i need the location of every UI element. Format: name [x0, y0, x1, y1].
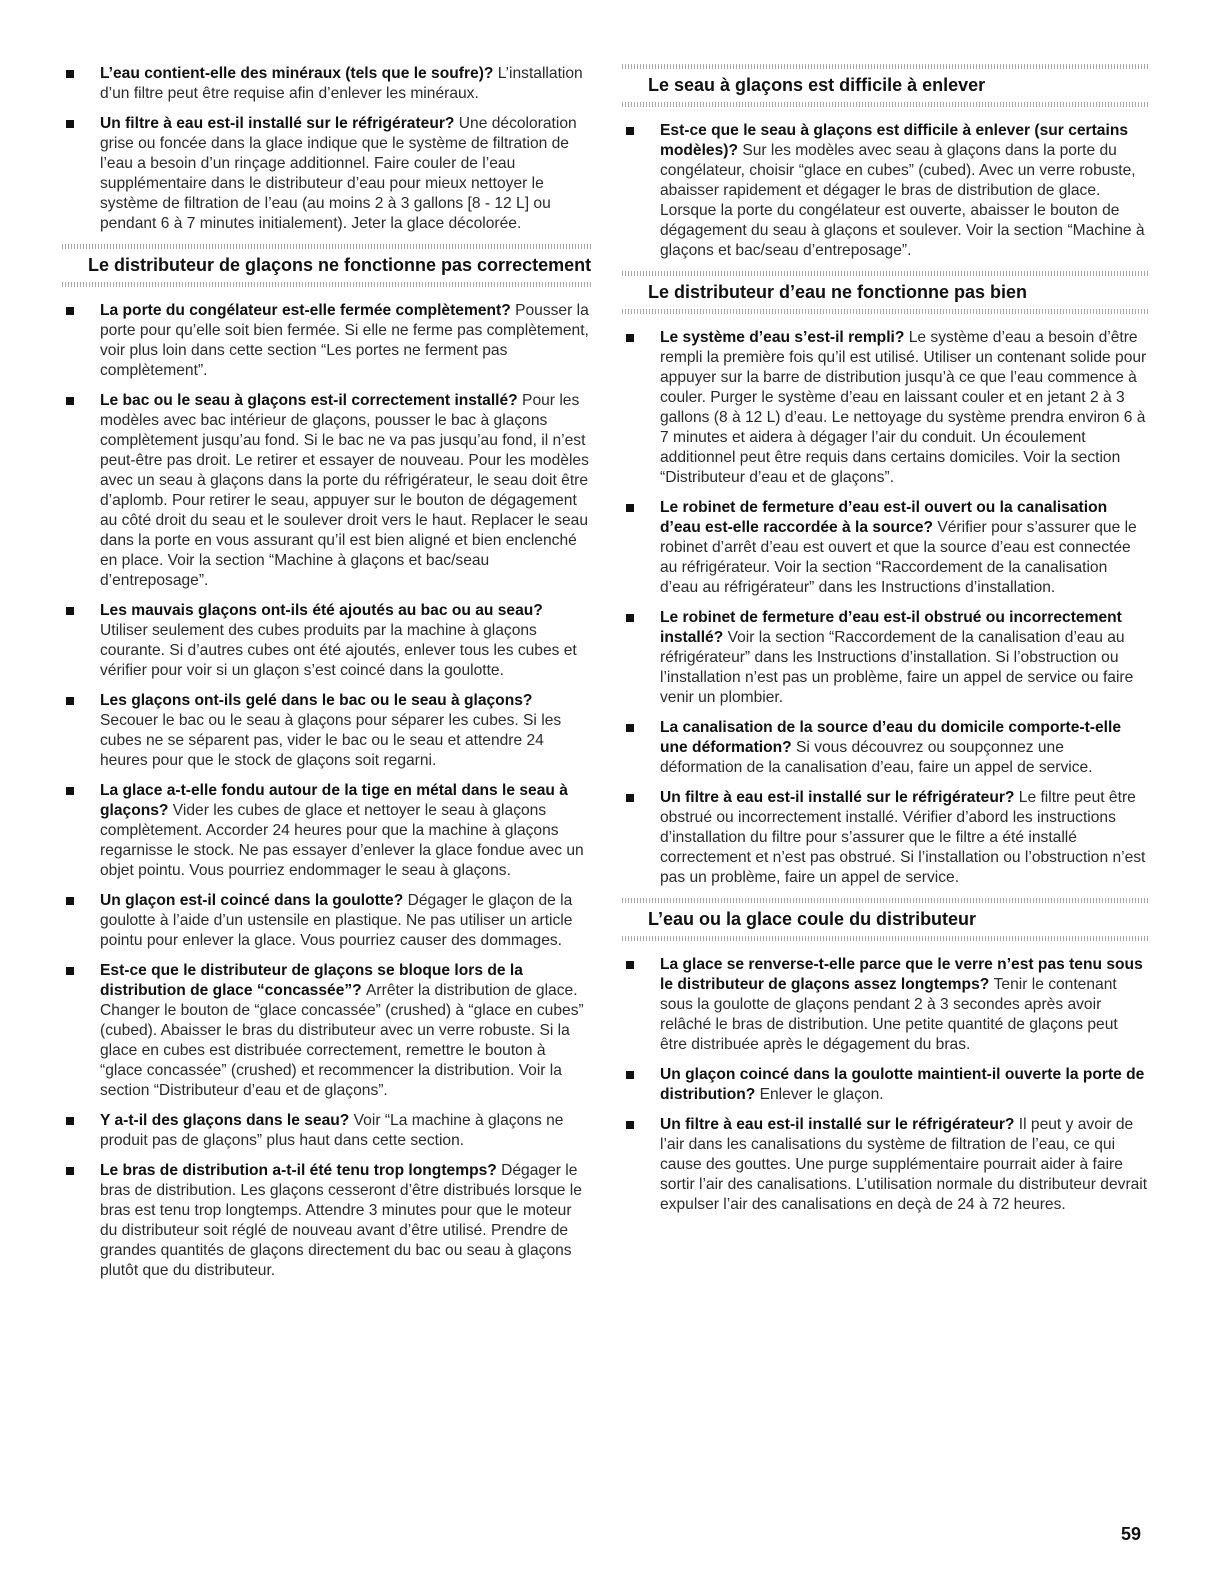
item-answer: Voir “La machine à glaçons ne produit pas de glaçons” plus haut dans cette section.	[100, 1112, 564, 1149]
water-dispenser-list	[622, 328, 1148, 888]
item-question: Le bras de distribution a-t-il été tenu trop longtemps?	[100, 1162, 502, 1179]
square-bullet-icon	[66, 1117, 74, 1125]
item-question: Est-ce que le distributeur de glaçons se bloque lors de la distribution de glace “concassée”?	[100, 962, 523, 999]
square-bullet-icon	[66, 607, 74, 615]
item-answer: Une décoloration grise ou foncée dans la glace indique que le système de filtration de l’eau a besoin d’un rinçage additionnel. Faire couler de l’eau supplémentaire dans le distributeur d’eau pour mieux nettoyer le système de filtration de l’eau (au moins 2 à 3 gallons [8 - 12 L] ou pendant 6 à 7 minutes initialement). Jeter la glace décolorée.	[100, 115, 577, 232]
item-question: Les glaçons ont-ils gelé dans le bac ou le seau à glaçons?	[100, 692, 533, 709]
intro-list	[62, 64, 592, 234]
square-bullet-icon	[66, 697, 74, 705]
item-answer: Voir la section “Raccordement de la canalisation d’eau au réfrigérateur” dans les Instructions d’installation. Si l’obstruction ou l’installation n’est pas un problème, faire un appel de service ou faire venir un plombier.	[660, 629, 1134, 706]
left-column	[62, 64, 592, 1291]
section-title: Le seau à glaçons est difficile à enlever	[648, 75, 986, 95]
item-answer: Il peut y avoir de l’air dans les canalisations du système de filtration de l’eau, ce qui cause des gouttes. Une purge supplémentaire pourrait aider à faire sortir l’air des canalisations. L’utilisation normale du distributeur devrait expulser l’air des canalisations en deçà de 24 à 72 heures.	[660, 1116, 1148, 1213]
list-item	[62, 1161, 592, 1281]
item-answer: Arrêter la distribution de glace. Changer le bouton de “glace concassée” (crushed) à “glace en cubes” (cubed). Abaisser le bras du distributeur avec un verre robuste. Si la glace en cubes est distribuée correctement, remettre le bouton à “glace concassée” (crushed) et recommencer la distribution. Voir la section “Distributeur d’eau et de glaçons”.	[100, 982, 584, 1099]
list-item	[62, 301, 592, 381]
list-item	[62, 64, 592, 104]
list-item	[622, 498, 1148, 598]
section-header-ice-dispenser	[62, 244, 592, 287]
section-title: Le distributeur d’eau ne fonctionne pas bien	[648, 282, 1028, 302]
item-answer: Le système d’eau a besoin d’être rempli la première fois qu’il est utilisé. Utiliser un contenant solide pour appuyer sur la barre de distribution jusqu’à ce que l’eau commence à couler. Purger le système d’eau en laissant couler et en jetant 2 à 3 gallons (8 à 12 L) d’eau. Le nettoyage du système prendra environ 6 à 7 minutes et aidera à dégager l’air du conduit. Un écoulement additionnel peut être requis dans certains domiciles. Voir la section “Distributeur d’eau et de glaçons”.	[660, 329, 1147, 486]
list-item	[622, 1115, 1148, 1215]
item-question: Un filtre à eau est-il installé sur le réfrigérateur?	[100, 115, 459, 132]
item-answer: Utiliser seulement des cubes produits par la machine à glaçons courante. Si d’autres cubes ont été ajoutés, enlever tous les cubes et vérifier pour voir si un glaçon s’est coincé dans la goulotte.	[100, 622, 577, 679]
divider	[622, 309, 1148, 314]
item-answer: Enlever le glaçon.	[759, 1086, 884, 1103]
square-bullet-icon	[626, 794, 634, 802]
square-bullet-icon	[66, 897, 74, 905]
list-item	[622, 718, 1148, 778]
list-item	[62, 114, 592, 234]
section-title: Le distributeur de glaçons ne fonctionne pas correctement	[88, 255, 592, 275]
square-bullet-icon	[626, 614, 634, 622]
item-question: L’eau contient-elle des minéraux (tels que le soufre)?	[100, 65, 498, 82]
item-question: Le système d’eau s’est-il rempli?	[660, 329, 909, 346]
square-bullet-icon	[626, 504, 634, 512]
list-item	[622, 1065, 1148, 1105]
list-item	[62, 691, 592, 771]
item-answer: Le filtre peut être obstrué ou incorrectement installé. Vérifier d’abord les instructions d’installation du filtre pour s’assurer que le filtre a été installé correctement et n’est pas obstrué. Si l’installation ou l’obstruction n’est pas un problème, faire un appel de service.	[660, 789, 1146, 886]
square-bullet-icon	[66, 787, 74, 795]
divider	[622, 898, 1148, 903]
list-item	[62, 391, 592, 591]
item-answer: L’installation d’un filtre peut être requise afin d’enlever les minéraux.	[100, 65, 583, 102]
ice-dispenser-list	[62, 301, 592, 1281]
square-bullet-icon	[66, 120, 74, 128]
divider	[622, 936, 1148, 941]
square-bullet-icon	[626, 127, 634, 135]
item-answer: Tenir le contenant sous la goulotte de glaçons pendant 2 à 3 secondes après avoir relâché le bras de distribution. Une petite quantité de glaçons peut être distribuée après le dégagement du bras.	[660, 976, 1118, 1053]
item-question: Est-ce que le seau à glaçons est difficile à enlever (sur certains modèles)?	[660, 122, 1129, 159]
square-bullet-icon	[626, 1121, 634, 1129]
item-answer: Dégager le glaçon de la goulotte à l’aide d’un ustensile en plastique. Ne pas utiliser un article pointu pour enlever la glace. Vous pourriez causer des dommages.	[100, 892, 573, 949]
page-number: 59	[1121, 1524, 1142, 1544]
list-item	[62, 781, 592, 881]
item-question: Le bac ou le seau à glaçons est-il correctement installé?	[100, 392, 523, 409]
item-question: Le robinet de fermeture d’eau est-il obstrué ou incorrectement installé?	[660, 609, 1122, 646]
square-bullet-icon	[66, 967, 74, 975]
item-question: La glace a-t-elle fondu autour de la tige en métal dans le seau à glaçons?	[100, 782, 568, 819]
square-bullet-icon	[66, 397, 74, 405]
item-question: Y a-t-il des glaçons dans le seau?	[100, 1112, 354, 1129]
divider	[62, 244, 592, 249]
item-question: La glace se renverse-t-elle parce que le verre n’est pas tenu sous le distributeur de glaçons assez longtemps?	[660, 956, 1143, 993]
item-answer: Si vous découvrez ou soupçonnez une déformation de la canalisation d’eau, faire un appel de service.	[660, 739, 1093, 776]
item-answer: Pour les modèles avec bac intérieur de glaçons, pousser le bac à glaçons complètement jusqu’au fond. Si le bac ne va pas jusqu’au fond, il n’est peut-être pas droit. Le retirer et essayer de nouveau. Pour les modèles avec un seau à glaçons dans la porte du réfrigérateur, le seau doit être d’aplomb. Pour retirer le seau, appuyer sur le bouton de dégagement au côté droit du seau et le soulever droit vers le haut. Replacer le seau dans la porte en vous assurant qu’il est bien aligné et bien enclenché en place. Voir la section “Machine à glaçons et bac/seau d’entreposage”.	[100, 392, 589, 589]
item-question: Un filtre à eau est-il installé sur le réfrigérateur?	[660, 789, 1019, 806]
square-bullet-icon	[626, 724, 634, 732]
item-answer: Sur les modèles avec seau à glaçons dans la porte du congélateur, choisir “glace en cubes” (cubed). Avec un verre robuste, abaisser rapidement et dégager le bras de distribution de glace. Lorsque la porte du congélateur est ouverte, abaisser le bouton de dégagement du seau à glaçons et soulever. Voir la section “Machine à glaçons et bac/seau d’entreposage”.	[660, 142, 1145, 259]
list-item	[62, 961, 592, 1101]
item-question: La canalisation de la source d’eau du domicile comporte-t-elle une déformation?	[660, 719, 1121, 756]
item-question: Un glaçon coincé dans la goulotte maintient-il ouverte la porte de distribution?	[660, 1066, 1145, 1103]
item-answer: Pousser la porte pour qu’elle soit bien fermée. Si elle ne ferme pas complètement, voir plus loin dans cette section “Les portes ne ferment pas complètement”.	[100, 302, 589, 379]
list-item	[62, 891, 592, 951]
leak-list	[622, 955, 1148, 1215]
item-answer: Vider les cubes de glace et nettoyer le seau à glaçons complètement. Accorder 24 heures pour que la machine à glaçons regarnisse le stock. Ne pas essayer d’enlever la glace fondue avec un objet pointu. Vous pourriez endommager le seau à glaçons.	[100, 802, 584, 879]
square-bullet-icon	[66, 1167, 74, 1175]
item-question: La porte du congélateur est-elle fermée complètement?	[100, 302, 516, 319]
item-question: Les mauvais glaçons ont-ils été ajoutés au bac ou au seau?	[100, 602, 543, 619]
square-bullet-icon	[66, 70, 74, 78]
list-item	[62, 601, 592, 681]
item-question: Le robinet de fermeture d’eau est-il ouvert ou la canalisation d’eau est-elle raccordée à la source?	[660, 499, 1108, 536]
section-header-water-dispenser	[622, 271, 1148, 314]
item-question: Un filtre à eau est-il installé sur le réfrigérateur?	[660, 1116, 1019, 1133]
list-item	[622, 121, 1148, 261]
divider	[62, 282, 592, 287]
divider	[622, 64, 1148, 69]
list-item	[622, 955, 1148, 1055]
square-bullet-icon	[626, 961, 634, 969]
section-header-ice-bucket	[622, 64, 1148, 107]
square-bullet-icon	[626, 334, 634, 342]
item-question: Un glaçon est-il coincé dans la goulotte?	[100, 892, 408, 909]
list-item	[622, 328, 1148, 488]
item-answer: Secouer le bac ou le seau à glaçons pour séparer les cubes. Si les cubes ne se séparent pas, vider le bac ou le seau et attendre 24 heures pour que le stock de glaçons soit regarni.	[100, 712, 562, 769]
ice-bucket-list	[622, 121, 1148, 261]
divider	[622, 271, 1148, 276]
square-bullet-icon	[66, 307, 74, 315]
list-item	[62, 1111, 592, 1151]
divider	[622, 102, 1148, 107]
section-header-leak	[622, 898, 1148, 941]
right-column	[622, 64, 1148, 1225]
item-answer: Dégager le bras de distribution. Les glaçons cesseront d’être distribués lorsque le bras est tenu trop longtemps. Attendre 3 minutes pour que le moteur du distributeur soit réglé de nouveau avant d’être utilisé. Prendre de grandes quantités de glaçons directement du bac ou seau à glaçons plutôt que du distributeur.	[100, 1162, 582, 1279]
list-item	[622, 608, 1148, 708]
square-bullet-icon	[626, 1071, 634, 1079]
section-title: L’eau ou la glace coule du distributeur	[648, 909, 977, 929]
list-item	[622, 788, 1148, 888]
item-answer: Vérifier pour s’assurer que le robinet d’arrêt d’eau est ouvert et que la source d’eau est connectée au réfrigérateur. Voir la section “Raccordement de la canalisation d’eau au réfrigérateur” dans les Instructions d’installation.	[660, 519, 1137, 596]
